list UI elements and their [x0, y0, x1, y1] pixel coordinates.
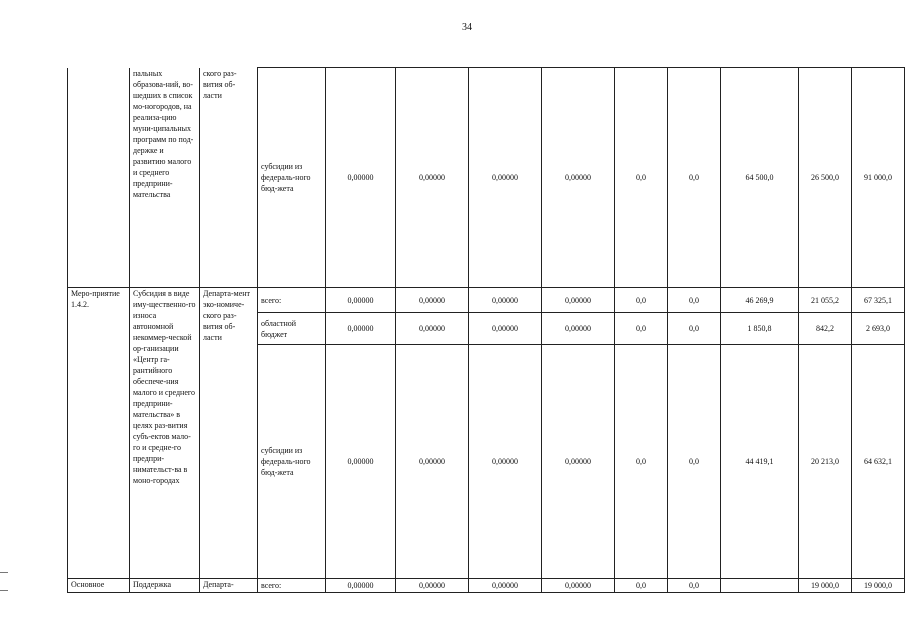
value-cell: 0,0 [615, 68, 668, 288]
value-cell: 0,0 [615, 345, 668, 579]
source-cell: областной бюджет [258, 313, 326, 345]
value-cell: 64 500,0 [721, 68, 799, 288]
description-cell: Поддержка [130, 579, 200, 593]
value-cell: 0,00000 [469, 313, 542, 345]
value-cell: 46 269,9 [721, 288, 799, 313]
value-cell: 21 055,2 [799, 288, 852, 313]
budget-table [67, 67, 905, 593]
value-cell: 0,00000 [469, 579, 542, 593]
measure-cell: Меро-приятие 1.4.2. [68, 288, 130, 579]
source-cell: всего: [258, 579, 326, 593]
value-cell: 0,00000 [326, 313, 396, 345]
page-number: 34 [462, 22, 472, 33]
table-row [68, 68, 905, 288]
value-cell: 0,00000 [396, 288, 469, 313]
value-cell: 0,00000 [542, 313, 615, 345]
value-cell: 0,00000 [469, 68, 542, 288]
value-cell: 91 000,0 [852, 68, 905, 288]
value-cell: 842,2 [799, 313, 852, 345]
margin-mark [0, 590, 8, 591]
value-cell: 0,0 [668, 288, 721, 313]
value-cell: 0,00000 [469, 345, 542, 579]
empty-value-cell [721, 579, 799, 593]
value-cell: 0,00000 [542, 579, 615, 593]
value-cell: 0,00000 [326, 68, 396, 288]
value-cell: 0,00000 [326, 288, 396, 313]
value-cell: 0,0 [668, 313, 721, 345]
measure-cell: Основное [68, 579, 130, 593]
value-cell: 1 850,8 [721, 313, 799, 345]
measure-cell [68, 68, 130, 288]
value-cell: 0,00000 [396, 313, 469, 345]
value-cell: 0,0 [668, 345, 721, 579]
value-cell: 0,00000 [396, 579, 469, 593]
description-cell: Субсидия в виде иму-щественно-го износа автономной некоммер-ческой ор-ганизации «Центр га-рантийного обеспече-ния малого и среднего предприни-мательства» в целях раз-вития субъ-ектов мало-го и средне-го предпри-нимательст-ва в моно-городах [130, 288, 200, 579]
value-cell: 0,0 [615, 288, 668, 313]
value-cell: 19 000,0 [799, 579, 852, 593]
value-cell: 0,00000 [396, 345, 469, 579]
executor-cell: ского раз-вития об-ласти [200, 68, 258, 288]
description-cell: пальных образова-ний, во-шедших в список мо-ногородов, на реализа-цию муни-ципальных программ по под-держке и развитию малого и среднего предприни-мательства [130, 68, 200, 288]
value-cell: 26 500,0 [799, 68, 852, 288]
value-cell: 0,0 [615, 313, 668, 345]
value-cell: 44 419,1 [721, 345, 799, 579]
value-cell: 0,0 [668, 579, 721, 593]
source-cell: субсидии из федераль-ного бюд-жета [258, 345, 326, 579]
table-row [68, 288, 905, 313]
source-cell: всего: [258, 288, 326, 313]
value-cell: 64 632,1 [852, 345, 905, 579]
value-cell: 0,00000 [326, 345, 396, 579]
executor-cell: Департа- [200, 579, 258, 593]
value-cell: 19 000,0 [852, 579, 905, 593]
value-cell: 0,00000 [542, 288, 615, 313]
value-cell: 0,00000 [469, 288, 542, 313]
value-cell: 0,0 [668, 68, 721, 288]
value-cell: 2 693,0 [852, 313, 905, 345]
value-cell: 20 213,0 [799, 345, 852, 579]
margin-mark [0, 572, 8, 573]
value-cell: 0,0 [615, 579, 668, 593]
source-cell: субсидии из федераль-ного бюд-жета [258, 68, 326, 288]
table-row [68, 579, 905, 593]
value-cell: 0,00000 [326, 579, 396, 593]
executor-cell: Департа-мент эко-номиче-ского раз-вития об-ласти [200, 288, 258, 579]
value-cell: 67 325,1 [852, 288, 905, 313]
value-cell: 0,00000 [542, 345, 615, 579]
value-cell: 0,00000 [396, 68, 469, 288]
value-cell: 0,00000 [542, 68, 615, 288]
